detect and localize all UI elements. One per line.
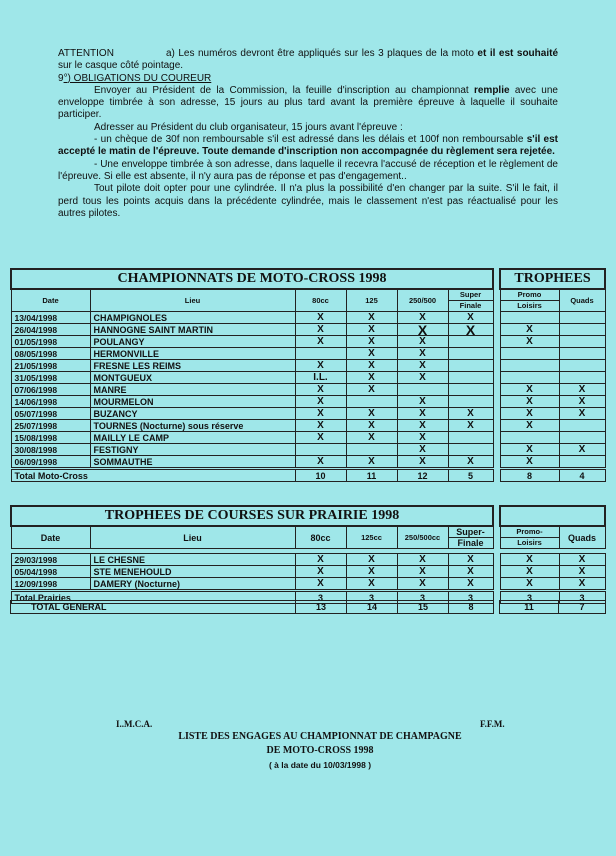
total-prairies-label: Total Prairies bbox=[11, 591, 295, 604]
header-quads2: Quads bbox=[559, 526, 605, 549]
row-125cc: X bbox=[346, 578, 397, 591]
row-promo: X bbox=[500, 554, 559, 566]
row-super-finale: X bbox=[448, 324, 493, 336]
prairie-header-125cc: 125cc bbox=[346, 526, 397, 549]
trophees-title: TROPHEES bbox=[500, 269, 605, 289]
row-250: X bbox=[397, 360, 448, 372]
attention-paragraph: ATTENTION a) Les numéros devront être appliqués sur les 3 plaques de la moto et il est souhaité sur le casque côté pointage. bbox=[58, 48, 558, 72]
footer-title bbox=[160, 730, 480, 772]
paragraph-1: Envoyer au Président de la Commission, la feuille d'inscription au championnat remplie avec une enveloppe timbrée à son adresse, 15 jours au plus tard avant la première épreuve à laquelle il souhaite participer. bbox=[58, 84, 558, 121]
general-total-250: 15 bbox=[398, 601, 449, 614]
row-250: X bbox=[397, 312, 448, 324]
row-super-finale bbox=[448, 360, 493, 372]
table-row bbox=[11, 348, 493, 360]
general-total-quads: 7 bbox=[559, 601, 606, 614]
total-80cc: 10 bbox=[295, 469, 346, 482]
footer-line-3: ( à la date du 10/03/1998 ) bbox=[268, 760, 372, 770]
row-250: X bbox=[397, 432, 448, 444]
table-row bbox=[11, 384, 493, 396]
table-row bbox=[500, 420, 605, 432]
paragraph-2: Adresser au Président du club organisateur, 15 jours avant l'épreuve : bbox=[94, 121, 403, 133]
table-row bbox=[11, 396, 493, 408]
general-total-80cc: 13 bbox=[296, 601, 347, 614]
header-finale: Finale bbox=[448, 301, 493, 312]
row-125: X bbox=[346, 336, 397, 348]
row-80cc: X bbox=[295, 432, 346, 444]
row-lieu: MOURMELON bbox=[90, 396, 295, 408]
row-quads: X bbox=[559, 444, 605, 456]
row-80cc: X bbox=[295, 456, 346, 469]
table-row bbox=[11, 336, 493, 348]
row-promo bbox=[500, 348, 559, 360]
prairie-title: TROPHEES DE COURSES SUR PRAIRIE 1998 bbox=[11, 506, 493, 526]
table-row bbox=[500, 554, 605, 566]
row-promo: X bbox=[500, 578, 559, 591]
row-125: X bbox=[346, 432, 397, 444]
general-total-promo: 11 bbox=[500, 601, 559, 614]
row-80cc: X bbox=[295, 408, 346, 420]
row-quads: X bbox=[559, 578, 605, 591]
table-row bbox=[500, 566, 605, 578]
row-80cc: X bbox=[295, 566, 346, 578]
row-80cc: X bbox=[295, 578, 346, 591]
row-date: 15/08/1998 bbox=[11, 432, 90, 444]
row-date: 05/04/1998 bbox=[11, 566, 90, 578]
row-lieu: MONTGUEUX bbox=[90, 372, 295, 384]
row-super-finale: X bbox=[448, 554, 493, 566]
row-quads bbox=[559, 432, 605, 444]
prairie-header-super: Super- bbox=[448, 526, 493, 538]
total-general-trophees-table bbox=[499, 600, 606, 614]
table-row bbox=[11, 360, 493, 372]
row-125: X bbox=[346, 312, 397, 324]
row-quads bbox=[559, 336, 605, 348]
row-super-finale bbox=[448, 384, 493, 396]
row-125: X bbox=[346, 324, 397, 336]
row-lieu: SOMMAUTHE bbox=[90, 456, 295, 469]
header-promo: Promo bbox=[500, 289, 559, 301]
row-date: 06/09/1998 bbox=[11, 456, 90, 469]
prairie-table bbox=[10, 505, 494, 604]
row-lieu: FESTIGNY bbox=[90, 444, 295, 456]
row-250: X bbox=[397, 372, 448, 384]
row-250: X bbox=[397, 420, 448, 432]
row-promo: X bbox=[500, 444, 559, 456]
row-date: 14/06/1998 bbox=[11, 396, 90, 408]
row-80cc: X bbox=[295, 384, 346, 396]
row-promo bbox=[500, 372, 559, 384]
row-date: 29/03/1998 bbox=[11, 554, 90, 566]
header-date: Date bbox=[11, 289, 90, 312]
table-row bbox=[11, 456, 493, 469]
row-lieu: POULANGY bbox=[90, 336, 295, 348]
row-80cc: I.L. bbox=[295, 372, 346, 384]
row-250: X bbox=[397, 324, 448, 336]
header-lieu: Lieu bbox=[90, 289, 295, 312]
trophees-table bbox=[499, 268, 606, 482]
total-general-table bbox=[10, 600, 494, 614]
header-super: Super bbox=[448, 289, 493, 301]
paragraph-5: Tout pilote doit opter pour une cylindrée. Il n'a plus la possibilité d'en changer par la suite. S'il le fait, il perd tous les points acquis dans la précédente cylindrée, mais le classement n'est pas réactualisé pour les autres pilotes. bbox=[58, 183, 558, 219]
table-row bbox=[500, 336, 605, 348]
paragraph-4: - Une enveloppe timbrée à son adresse, dans laquelle il recevra l'accusé de réception et le règlement de l'épreuve. Si elle est absente, il n'y aura pas de réponse et pas d'engagement.. bbox=[58, 158, 558, 182]
row-quads bbox=[559, 456, 605, 469]
row-date: 21/05/1998 bbox=[11, 360, 90, 372]
row-80cc: X bbox=[295, 420, 346, 432]
championnats-table bbox=[10, 268, 494, 482]
row-250: X bbox=[397, 456, 448, 469]
row-lieu: CHAMPIGNOLES bbox=[90, 312, 295, 324]
row-quads bbox=[559, 348, 605, 360]
row-125: X bbox=[346, 408, 397, 420]
total-super-finale: 5 bbox=[448, 469, 493, 482]
row-super-finale: X bbox=[448, 312, 493, 324]
row-super-finale bbox=[448, 432, 493, 444]
row-125: X bbox=[346, 372, 397, 384]
row-promo: X bbox=[500, 324, 559, 336]
row-super-finale: X bbox=[448, 578, 493, 591]
prairie-trophees-table bbox=[499, 505, 606, 604]
table-row bbox=[11, 578, 493, 591]
row-80cc bbox=[295, 348, 346, 360]
header-250: 250/500 bbox=[397, 289, 448, 312]
table-row bbox=[500, 444, 605, 456]
row-lieu: HANNOGNE SAINT MARTIN bbox=[90, 324, 295, 336]
total-moto-cross-label: Total Moto-Cross bbox=[11, 469, 295, 482]
row-promo bbox=[500, 432, 559, 444]
table-row bbox=[500, 456, 605, 469]
footer-imca: I..M.C.A. bbox=[116, 719, 153, 729]
row-250: X bbox=[397, 444, 448, 456]
row-quads: X bbox=[559, 566, 605, 578]
row-lieu: HERMONVILLE bbox=[90, 348, 295, 360]
row-80cc: X bbox=[295, 554, 346, 566]
header-loisirs2: Loisirs bbox=[500, 538, 559, 549]
row-80cc: X bbox=[295, 324, 346, 336]
row-promo: X bbox=[500, 456, 559, 469]
row-quads bbox=[559, 360, 605, 372]
row-80cc: X bbox=[295, 312, 346, 324]
row-promo bbox=[500, 312, 559, 324]
row-promo: X bbox=[500, 566, 559, 578]
row-promo: X bbox=[500, 336, 559, 348]
row-80cc bbox=[295, 444, 346, 456]
row-125: X bbox=[346, 360, 397, 372]
row-250: X bbox=[397, 348, 448, 360]
table-row bbox=[500, 324, 605, 336]
prairie-total-quads: 3 bbox=[559, 591, 605, 604]
row-promo: X bbox=[500, 420, 559, 432]
row-250: X bbox=[397, 336, 448, 348]
table-row bbox=[500, 312, 605, 324]
table-row bbox=[500, 408, 605, 420]
prairie-total-80cc: 3 bbox=[295, 591, 346, 604]
row-250: X bbox=[397, 396, 448, 408]
row-promo: X bbox=[500, 396, 559, 408]
paragraph-3: - un chèque de 30f non remboursable s'il est adressé dans les délais et 100f non remboursable s'il est accepté le matin de l'épreuve. Toute demande d'inscription non accompagnée du règlement sera rejetée. bbox=[58, 134, 559, 158]
table-row bbox=[500, 432, 605, 444]
header-promo2: Promo- bbox=[500, 526, 559, 538]
table-row bbox=[11, 324, 493, 336]
row-super-finale bbox=[448, 348, 493, 360]
row-125 bbox=[346, 396, 397, 408]
header-quads: Quads bbox=[559, 289, 605, 312]
row-promo bbox=[500, 360, 559, 372]
table-row bbox=[500, 360, 605, 372]
footer-ffm: F.F.M. bbox=[480, 719, 505, 729]
championnats-title: CHAMPIONNATS DE MOTO-CROSS 1998 bbox=[11, 269, 493, 289]
row-80cc: X bbox=[295, 396, 346, 408]
row-250: X bbox=[397, 566, 448, 578]
row-quads bbox=[559, 372, 605, 384]
table-row bbox=[11, 420, 493, 432]
row-80cc: X bbox=[295, 336, 346, 348]
row-80cc: X bbox=[295, 360, 346, 372]
table-row bbox=[11, 372, 493, 384]
row-lieu: STE MENEHOULD bbox=[90, 566, 295, 578]
row-super-finale bbox=[448, 396, 493, 408]
row-super-finale: X bbox=[448, 408, 493, 420]
total-quads: 4 bbox=[559, 469, 605, 482]
row-quads: X bbox=[559, 554, 605, 566]
table-row bbox=[11, 444, 493, 456]
prairie-header-date: Date bbox=[11, 526, 90, 549]
footer-line-1: LISTE DES ENGAGES AU CHAMPIONNAT DE CHAMPAGNE bbox=[178, 731, 462, 742]
row-super-finale bbox=[448, 444, 493, 456]
row-lieu: MAILLY LE CAMP bbox=[90, 432, 295, 444]
header-80cc: 80cc bbox=[295, 289, 346, 312]
prairie-total-125cc: 3 bbox=[346, 591, 397, 604]
row-quads bbox=[559, 324, 605, 336]
prairie-header-lieu: Lieu bbox=[90, 526, 295, 549]
row-super-finale: X bbox=[448, 566, 493, 578]
general-total-super-finale: 8 bbox=[449, 601, 494, 614]
rules-text bbox=[58, 48, 558, 220]
row-lieu: TOURNES (Nocturne) sous réserve bbox=[90, 420, 295, 432]
prairie-header-80cc: 80cc bbox=[295, 526, 346, 549]
row-promo: X bbox=[500, 408, 559, 420]
header-125: 125 bbox=[346, 289, 397, 312]
table-row bbox=[500, 384, 605, 396]
table-row bbox=[11, 554, 493, 566]
row-date: 13/04/1998 bbox=[11, 312, 90, 324]
row-date: 12/09/1998 bbox=[11, 578, 90, 591]
prairie-total-250: 3 bbox=[397, 591, 448, 604]
section-heading: 9°) OBLIGATIONS DU COUREUR bbox=[58, 72, 212, 84]
row-quads bbox=[559, 420, 605, 432]
row-lieu: DAMERY (Nocturne) bbox=[90, 578, 295, 591]
row-125: X bbox=[346, 420, 397, 432]
row-125cc: X bbox=[346, 566, 397, 578]
table-row bbox=[11, 408, 493, 420]
prairie-total-promo: 3 bbox=[500, 591, 559, 604]
row-date: 05/07/1998 bbox=[11, 408, 90, 420]
row-250 bbox=[397, 384, 448, 396]
table-row bbox=[11, 566, 493, 578]
row-date: 25/07/1998 bbox=[11, 420, 90, 432]
row-super-finale: X bbox=[448, 420, 493, 432]
row-lieu: BUZANCY bbox=[90, 408, 295, 420]
row-250: X bbox=[397, 554, 448, 566]
row-quads: X bbox=[559, 396, 605, 408]
total-125: 11 bbox=[346, 469, 397, 482]
row-date: 01/05/1998 bbox=[11, 336, 90, 348]
row-date: 30/08/1998 bbox=[11, 444, 90, 456]
row-lieu: FRESNE LES REIMS bbox=[90, 360, 295, 372]
row-lieu: LE CHESNE bbox=[90, 554, 295, 566]
row-quads bbox=[559, 312, 605, 324]
row-125 bbox=[346, 444, 397, 456]
table-row bbox=[500, 396, 605, 408]
row-250: X bbox=[397, 408, 448, 420]
row-promo: X bbox=[500, 384, 559, 396]
footer-line-2: DE MOTO-CROSS 1998 bbox=[266, 745, 374, 756]
row-125: X bbox=[346, 456, 397, 469]
total-promo: 8 bbox=[500, 469, 559, 482]
table-row bbox=[500, 372, 605, 384]
prairie-header-250: 250/500cc bbox=[397, 526, 448, 549]
table-row bbox=[500, 348, 605, 360]
row-125: X bbox=[346, 348, 397, 360]
row-super-finale: X bbox=[448, 456, 493, 469]
row-quads: X bbox=[559, 384, 605, 396]
general-total-125: 14 bbox=[347, 601, 398, 614]
table-row bbox=[11, 432, 493, 444]
row-quads: X bbox=[559, 408, 605, 420]
row-250: X bbox=[397, 578, 448, 591]
prairie-trophees-title bbox=[500, 506, 605, 526]
prairie-total-super-finale: 3 bbox=[448, 591, 493, 604]
row-date: 08/05/1998 bbox=[11, 348, 90, 360]
row-date: 07/06/1998 bbox=[11, 384, 90, 396]
row-125: X bbox=[346, 384, 397, 396]
attention-label: ATTENTION bbox=[58, 48, 114, 59]
prairie-header-finale: Finale bbox=[448, 538, 493, 549]
row-lieu: MANRE bbox=[90, 384, 295, 396]
row-super-finale bbox=[448, 372, 493, 384]
table-row bbox=[500, 578, 605, 591]
header-loisirs: Loisirs bbox=[500, 301, 559, 312]
row-date: 26/04/1998 bbox=[11, 324, 90, 336]
row-125cc: X bbox=[346, 554, 397, 566]
total-250: 12 bbox=[397, 469, 448, 482]
row-date: 31/05/1998 bbox=[11, 372, 90, 384]
total-general-label: TOTAL GENERAL bbox=[11, 601, 296, 614]
